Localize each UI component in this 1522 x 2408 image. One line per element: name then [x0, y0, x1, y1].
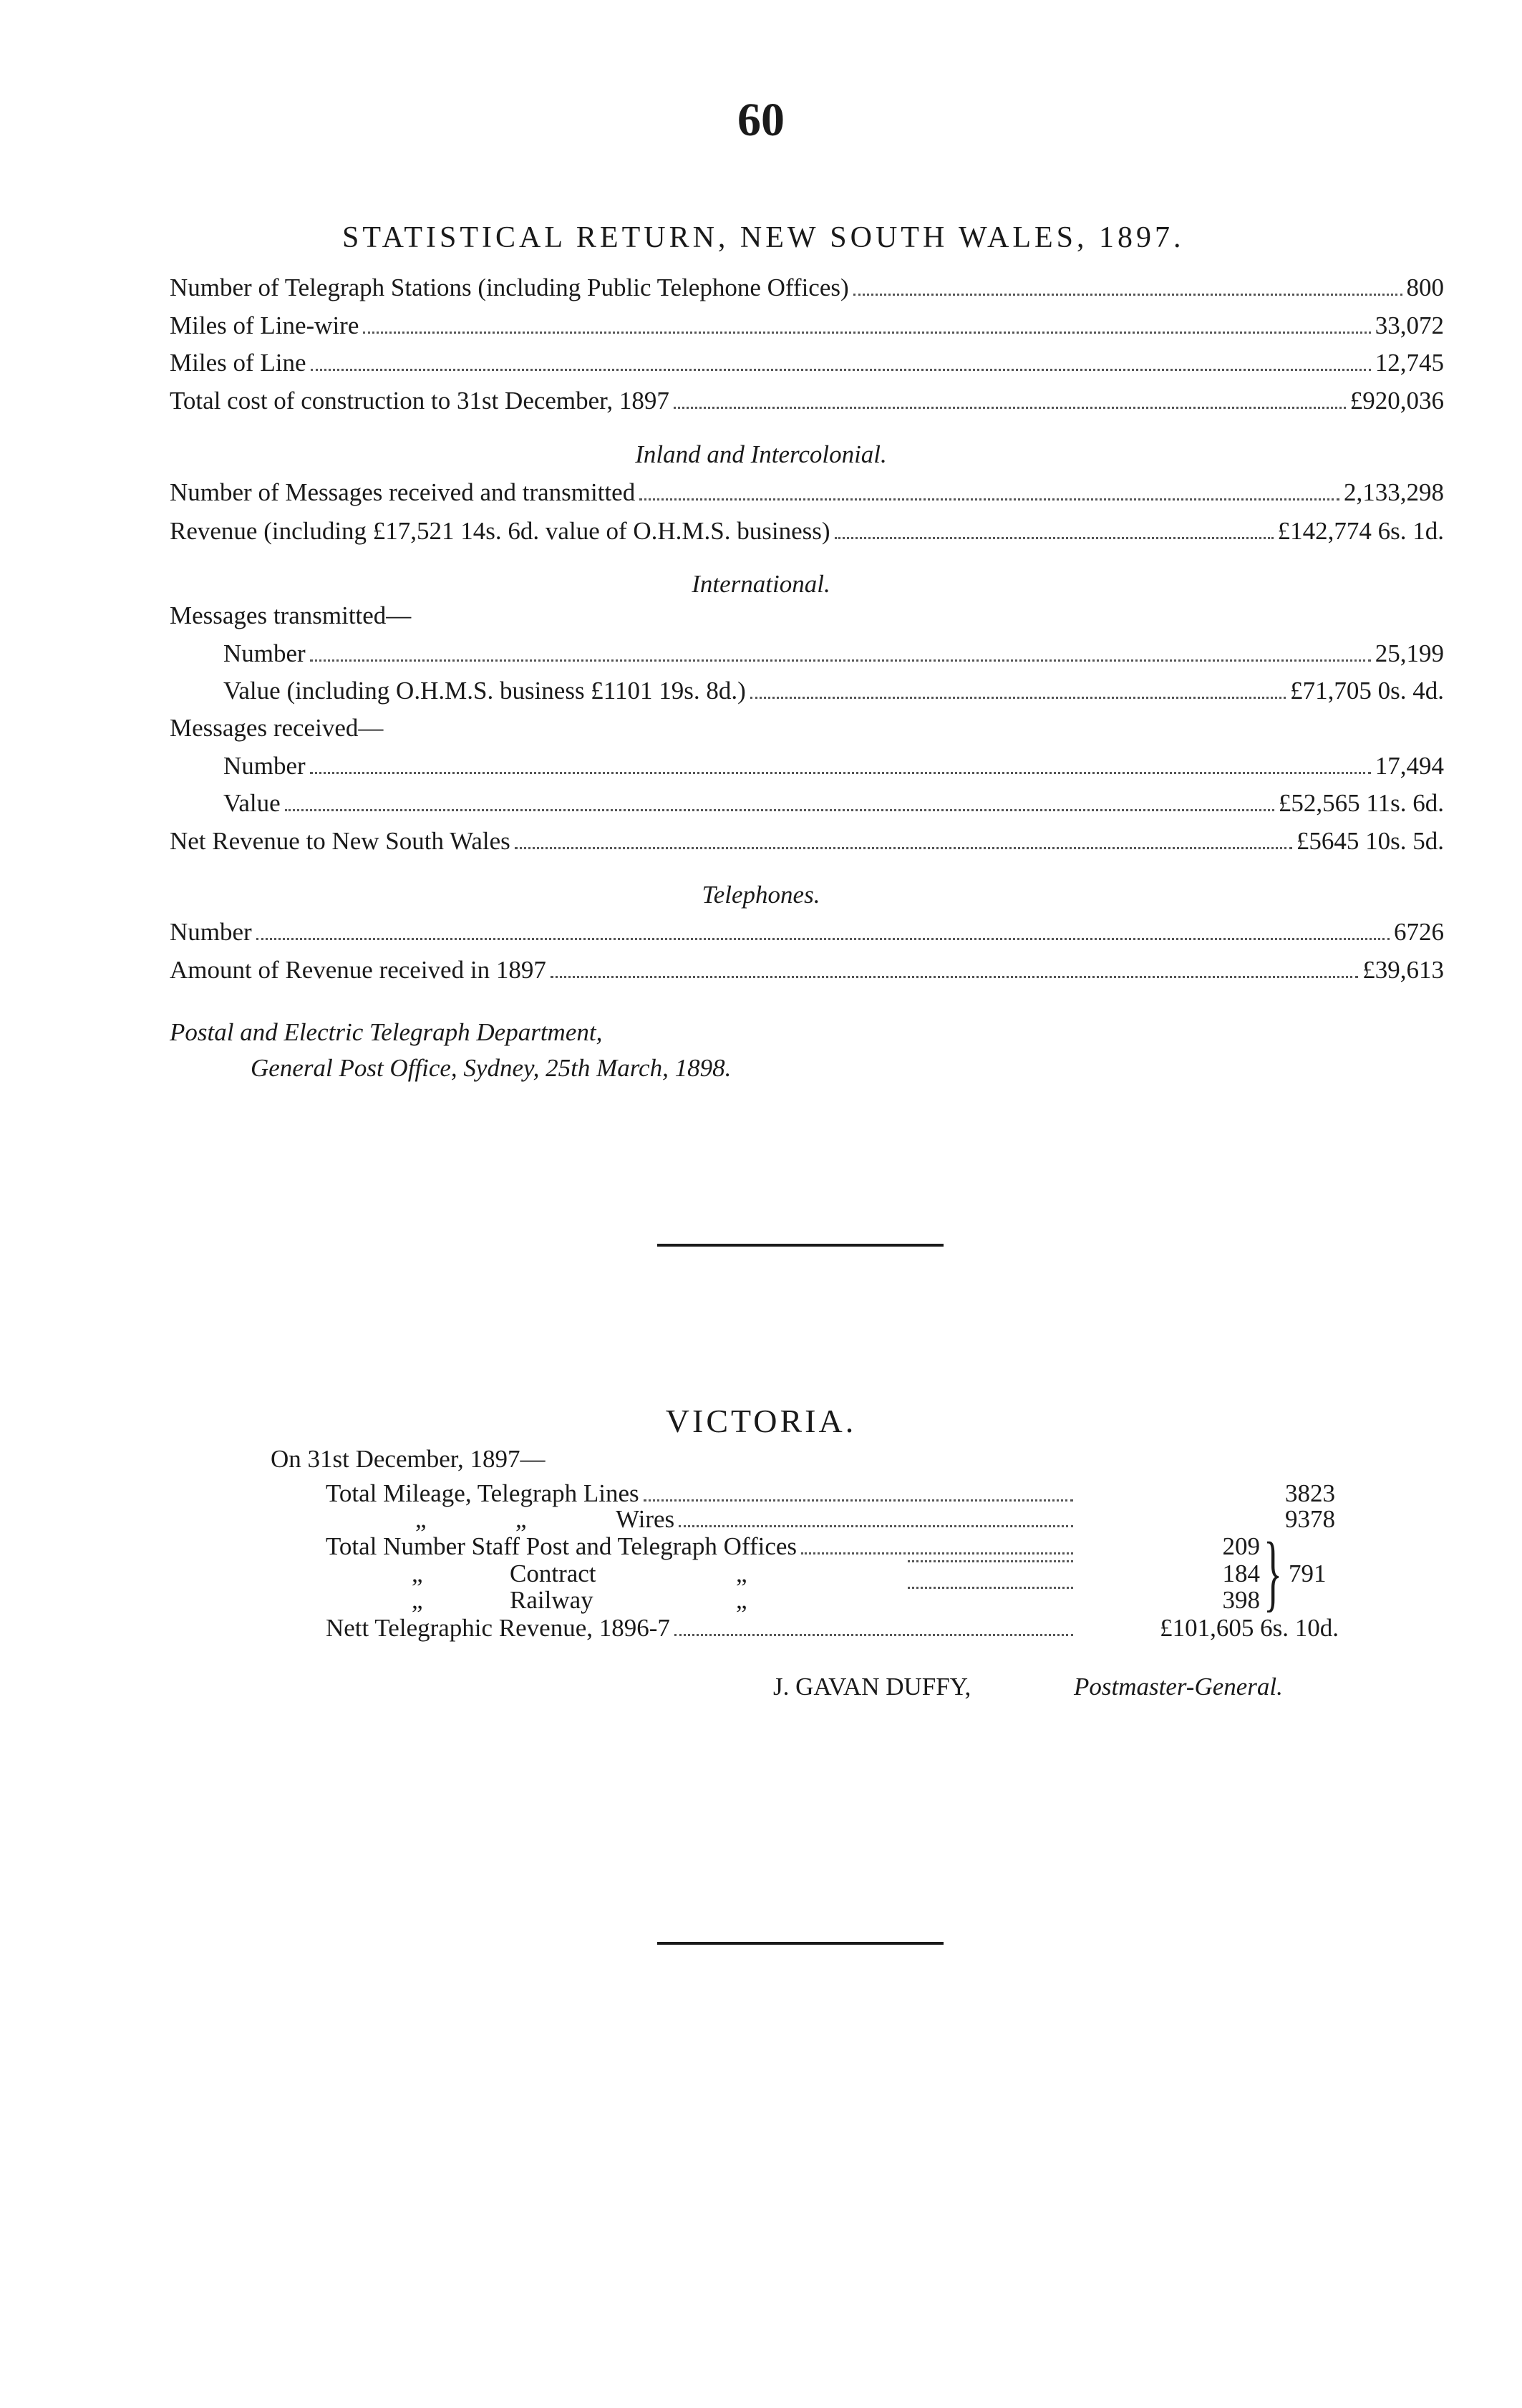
ditto-mark: „	[412, 1586, 423, 1614]
nsw-title: STATISTICAL RETURN, NEW SOUTH WALES, 1897.	[342, 221, 1185, 254]
leader-dots	[363, 331, 1370, 334]
table-row	[170, 956, 1444, 985]
row-value: 33,072	[1375, 311, 1444, 339]
leader-dots	[674, 406, 1346, 409]
row-value: £71,705 0s. 4d.	[1290, 677, 1444, 705]
table-row	[170, 311, 1444, 340]
signature-title: Postmaster-General.	[1074, 1673, 1283, 1701]
row-value: 17,494	[1375, 752, 1444, 780]
table-row	[170, 349, 1444, 377]
table-row	[223, 639, 1444, 668]
row-label: Nett Telegraphic Revenue, 1896-7	[326, 1614, 670, 1642]
messages-transmitted-label: Messages transmitted—	[170, 601, 412, 629]
leader-dots	[835, 536, 1274, 539]
row-value: 800	[1406, 274, 1444, 301]
page-number: 60	[737, 94, 785, 146]
row-value: 25,199	[1375, 639, 1444, 667]
row-value: 6726	[1394, 918, 1444, 946]
table-row	[223, 752, 1444, 780]
row-label: Miles of Line-wire	[170, 311, 359, 339]
leader-dots	[908, 1560, 1073, 1562]
table-row	[903, 1586, 1077, 1595]
ditto-mark: „	[415, 1505, 427, 1533]
table-row	[903, 1560, 1077, 1568]
row-label: Value (including O.H.M.S. business £1101 19s. 8d.)	[223, 677, 746, 705]
row-label: Value	[223, 789, 281, 817]
leader-dots	[639, 498, 1339, 501]
ditto-mark: „	[412, 1560, 423, 1587]
row-label: Number	[223, 639, 306, 667]
leader-dots	[908, 1586, 1073, 1589]
row-value: 209	[1222, 1532, 1260, 1560]
row-label: Miles of Line	[170, 349, 306, 377]
divider-rule	[657, 1244, 944, 1247]
table-row	[170, 517, 1444, 546]
row-label: Revenue (including £17,521 14s. 6d. value of O.H.M.S. business)	[170, 517, 830, 545]
row-label: Total Number Staff Post and Telegraph Offices	[326, 1532, 798, 1560]
international-heading: International.	[692, 570, 830, 598]
row-value: £5645 10s. 5d.	[1296, 827, 1444, 855]
row-label: Railway	[510, 1586, 593, 1614]
leader-dots	[256, 937, 1390, 940]
row-label: Total cost of construction to 31st December, 1897	[170, 387, 669, 415]
telephones-heading: Telephones.	[702, 881, 820, 909]
row-value: £52,565 11s. 6d.	[1278, 789, 1444, 817]
row-label: Number	[170, 918, 252, 946]
ditto-mark: „	[736, 1586, 747, 1614]
department-line: Postal and Electric Telegraph Department,	[170, 1018, 603, 1046]
table-row	[616, 1505, 1077, 1534]
row-value: 9378	[1285, 1505, 1335, 1533]
leader-dots	[285, 808, 1274, 811]
table-row	[170, 478, 1444, 507]
row-value: 12,745	[1375, 349, 1444, 377]
leader-dots	[679, 1524, 1073, 1527]
row-label: Number of Messages received and transmitted	[170, 478, 636, 506]
brace: }	[1264, 1524, 1282, 1620]
leader-dots	[853, 293, 1402, 296]
table-row	[170, 918, 1444, 947]
leader-dots	[311, 368, 1371, 371]
leader-dots	[674, 1633, 1073, 1636]
table-row	[223, 677, 1444, 705]
row-value: 2,133,298	[1344, 478, 1444, 506]
row-label: Amount of Revenue received in 1897	[170, 956, 546, 984]
divider-rule	[657, 1942, 944, 1945]
row-value: 3823	[1285, 1479, 1335, 1507]
table-row	[223, 789, 1444, 818]
row-label: Wires	[616, 1505, 675, 1533]
signature-name: J. GAVAN DUFFY,	[773, 1673, 971, 1701]
row-value: £101,605 6s. 10d.	[1160, 1614, 1339, 1642]
row-value: 184	[1222, 1560, 1260, 1587]
row-value: £39,613	[1362, 956, 1444, 984]
table-row	[170, 274, 1444, 302]
row-label: Contract	[510, 1560, 596, 1587]
row-label: Net Revenue to New South Wales	[170, 827, 510, 855]
ditto-mark: „	[736, 1560, 747, 1587]
row-label: Number of Telegraph Stations (including Public Telephone Offices)	[170, 274, 849, 301]
victoria-intro: On 31st December, 1897—	[271, 1445, 546, 1473]
ditto-mark: „	[515, 1505, 527, 1533]
messages-received-label: Messages received—	[170, 714, 384, 742]
table-row	[326, 1614, 1077, 1643]
row-label: Total Mileage, Telegraph Lines	[326, 1479, 639, 1507]
row-value: £142,774 6s. 1d.	[1277, 517, 1444, 545]
leader-dots	[644, 1499, 1073, 1502]
offices-total: 791	[1289, 1560, 1327, 1587]
inland-heading: Inland and Intercolonial.	[635, 440, 887, 468]
office-date-line: General Post Office, Sydney, 25th March, 1898.	[251, 1054, 732, 1082]
table-row	[326, 1532, 1077, 1561]
leader-dots	[551, 975, 1358, 978]
leader-dots	[750, 696, 1286, 699]
leader-dots	[801, 1552, 1073, 1554]
leader-dots	[310, 659, 1371, 662]
leader-dots	[515, 846, 1292, 849]
table-row	[170, 387, 1444, 415]
table-row	[170, 827, 1444, 856]
row-label: Number	[223, 752, 306, 780]
row-value: £920,036	[1349, 387, 1444, 415]
victoria-title: VICTORIA.	[665, 1403, 857, 1439]
row-value: 398	[1222, 1586, 1260, 1614]
leader-dots	[310, 771, 1371, 774]
table-row	[326, 1479, 1077, 1508]
